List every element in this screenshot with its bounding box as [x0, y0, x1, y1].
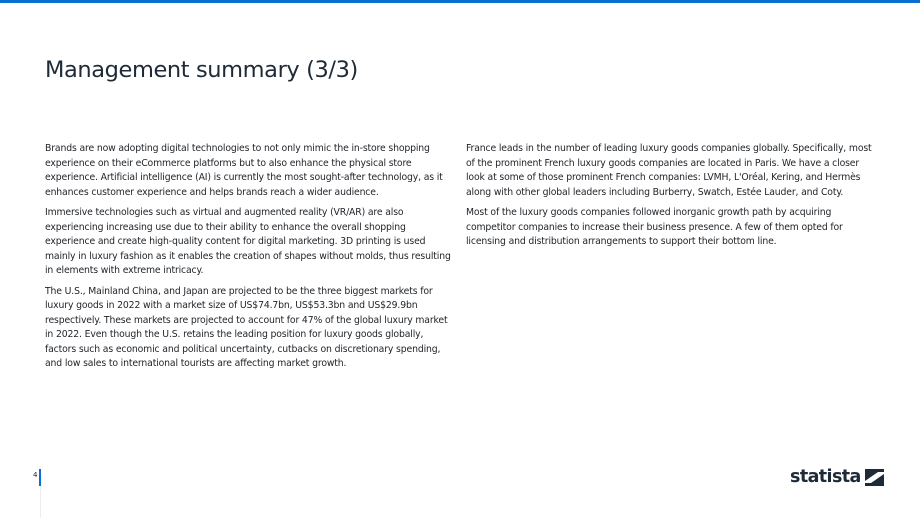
paragraph-inorganic-growth: Most of the luxury goods companies followed inorganic growth path by acquiring competitor companies to increase their business presence. A few of them opted for licensing and distribution arrangements to support their bottom line. — [466, 207, 843, 247]
paragraph-immersive-technologies: Immersive technologies such as virtual and augmented reality (VR/AR) are also experiencing increasing use due to their ability to enhance the overall shopping experience and create high-quality content for digital marketing. 3D printing is used mainly in luxury fashion as it enables the creation of shapes without molds, thus resulting in elements with extreme intricacy. — [45, 207, 451, 276]
top-accent-bar — [0, 0, 920, 3]
paragraph-biggest-markets: The U.S., Mainland China, and Japan are projected to be the three biggest markets for luxury goods in 2022 with a market size of US$74.7bn, US$53.3bn and US$29.9bn respectively. These markets are projected to account for 47% of the global luxury market in 2022. Even though the U.S. retains the leading position for luxury goods globally, factors such as economic and political uncertainty, cutbacks on discretionary spending, and low sales to international tourists are affecting market growth. — [45, 285, 448, 369]
page-marker — [39, 469, 41, 486]
page-title: Management summary (3/3) — [45, 57, 358, 83]
left-text-column — [45, 142, 457, 378]
paragraph-france-leads: France leads in the number of leading luxury goods companies globally. Specifically, most of the prominent French luxury goods companies are located in Paris. We have a closer look at some of those prominent French companies: LVMH, L'Oréal, Kering, and Hermès along with other global leaders including Burberry, Swatch, Estée Lauder, and Coty. — [466, 143, 872, 198]
statista-logo-icon — [865, 469, 884, 486]
page-number: 4 — [33, 471, 38, 479]
right-text-column — [466, 142, 880, 256]
statista-logo — [790, 465, 884, 489]
logo-text: statista — [790, 467, 861, 487]
paragraph-digital-technologies: Brands are now adopting digital technologies to not only mimic the in-store shopping experience on their eCommerce platforms but to also enhance the physical store experience. Artificial intelligence (AI) is currently the most sought-after technology, as it enhances customer experience and helps brands reach a wider audience. — [45, 143, 443, 198]
footer-divider — [40, 486, 41, 518]
